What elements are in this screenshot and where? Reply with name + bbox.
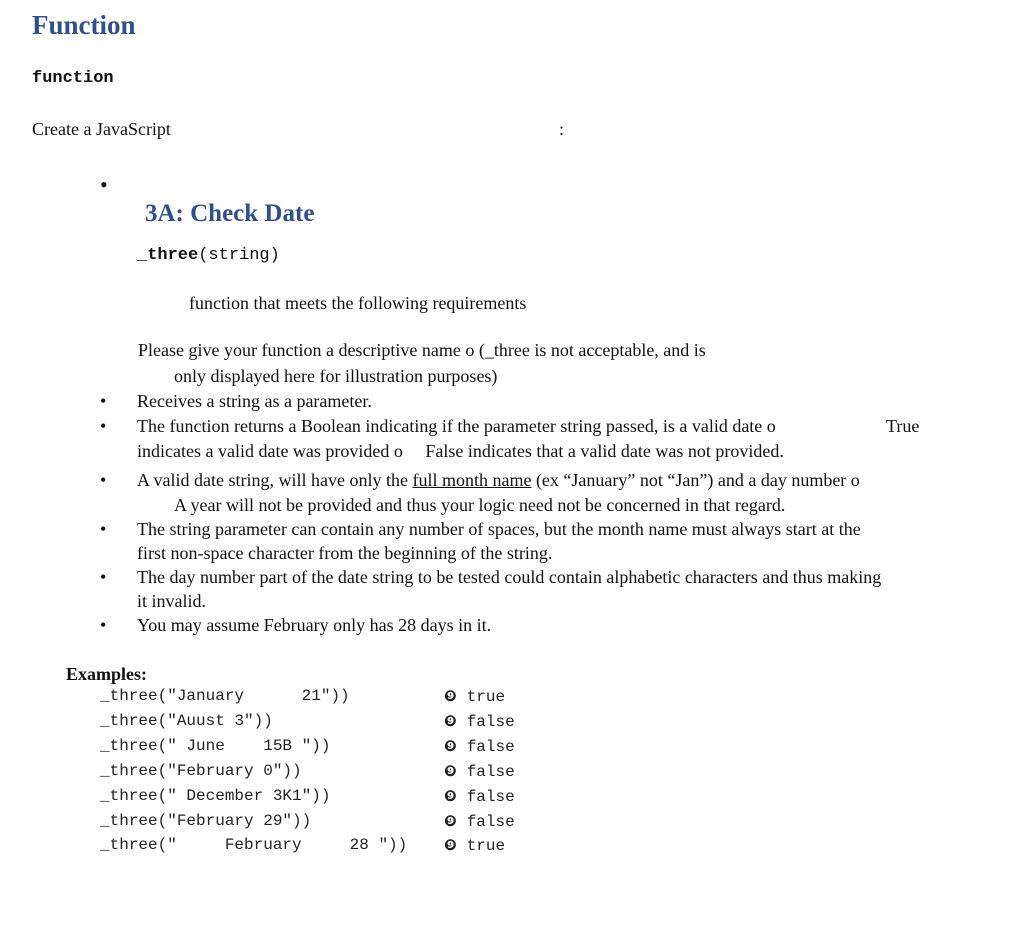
example-result-value: false: [466, 813, 515, 831]
req-receives: Receives a string as a parameter.: [137, 391, 372, 411]
arrow-icon: ❾: [444, 687, 457, 705]
example-result: [444, 812, 515, 831]
example-result: [444, 737, 515, 756]
section-title: 3A: Check Date: [145, 200, 315, 227]
arrow-icon: ❾: [444, 812, 457, 830]
example-result: [444, 762, 515, 781]
example-result-value: false: [466, 738, 515, 756]
function-keyword: function: [32, 69, 114, 88]
full-month-name-link: full month name: [412, 470, 532, 490]
bullet-marker: •: [100, 615, 107, 635]
req-name-line2: only displayed here for illustration purposes): [174, 366, 498, 386]
page-heading: Function: [32, 10, 136, 40]
bullet-marker: •: [100, 567, 107, 587]
example-call: _three("February 29")): [100, 812, 312, 830]
valid-post: (ex “January” not “Jan”) and a day number o: [531, 470, 860, 490]
examples-label: Examples:: [66, 664, 147, 684]
req-day-line2: it invalid.: [137, 591, 206, 611]
section-lead: function that meets the following requirements: [189, 293, 527, 313]
example-call: _three(" December 3K1")): [100, 787, 331, 805]
req-spaces-line2: first non-space character from the beginning of the string.: [137, 543, 553, 563]
arrow-icon: ❾: [444, 762, 457, 780]
req-feb: You may assume February only has 28 days in it.: [137, 615, 492, 635]
example-call: _three("Auust 3")): [100, 712, 273, 730]
req-returns-line1: The function returns a Boolean indicating if the parameter string passed, is a valid date o: [137, 416, 776, 436]
bullet-marker: •: [100, 391, 107, 411]
req-name-line1: Please give your function a descriptive name o (_three is not acceptable, and is: [138, 340, 706, 360]
example-result-value: false: [466, 763, 515, 781]
example-result: [444, 787, 515, 806]
example-result-value: true: [466, 688, 506, 706]
req-returns-line2: indicates a valid date was provided o False indicates that a valid date was not provided.: [137, 441, 784, 461]
example-result-value: false: [466, 713, 515, 731]
intro-colon: :: [559, 119, 565, 139]
signature-name: _three: [137, 246, 199, 265]
intro-text: Create a JavaScript: [32, 119, 171, 139]
example-result: [444, 712, 515, 731]
bullet-marker: •: [100, 172, 108, 197]
req-spaces-line1: The string parameter can contain any number of spaces, but the month name must always start at the: [137, 519, 861, 539]
req-valid-line1: [137, 470, 860, 491]
req-valid-line2: A year will not be provided and thus your logic need not be concerned in that regard.: [174, 495, 786, 515]
arrow-icon: ❾: [444, 737, 457, 755]
function-signature: [137, 246, 280, 265]
arrow-icon: ❾: [444, 787, 457, 805]
req-day-line1: The day number part of the date string to be tested could contain alphabetic characters and thus making: [137, 567, 882, 587]
example-call: _three(" June 15B ")): [100, 737, 331, 755]
arrow-icon: ❾: [444, 712, 457, 730]
example-result: [444, 836, 505, 855]
example-call: _three(" February 28 ")): [100, 836, 408, 854]
signature-params: (string): [198, 246, 280, 265]
bullet-marker: •: [100, 519, 107, 539]
bullet-marker: •: [100, 416, 107, 436]
example-result-value: false: [466, 788, 515, 806]
bullet-marker: •: [100, 470, 107, 490]
example-result: [444, 687, 505, 706]
req-returns-true: True: [886, 416, 920, 436]
example-call: _three("February 0")): [100, 762, 302, 780]
valid-pre: A valid date string, will have only the: [137, 470, 413, 490]
example-result-value: true: [466, 837, 506, 855]
example-call: _three("January 21")): [100, 687, 350, 705]
arrow-icon: ❾: [444, 836, 457, 854]
